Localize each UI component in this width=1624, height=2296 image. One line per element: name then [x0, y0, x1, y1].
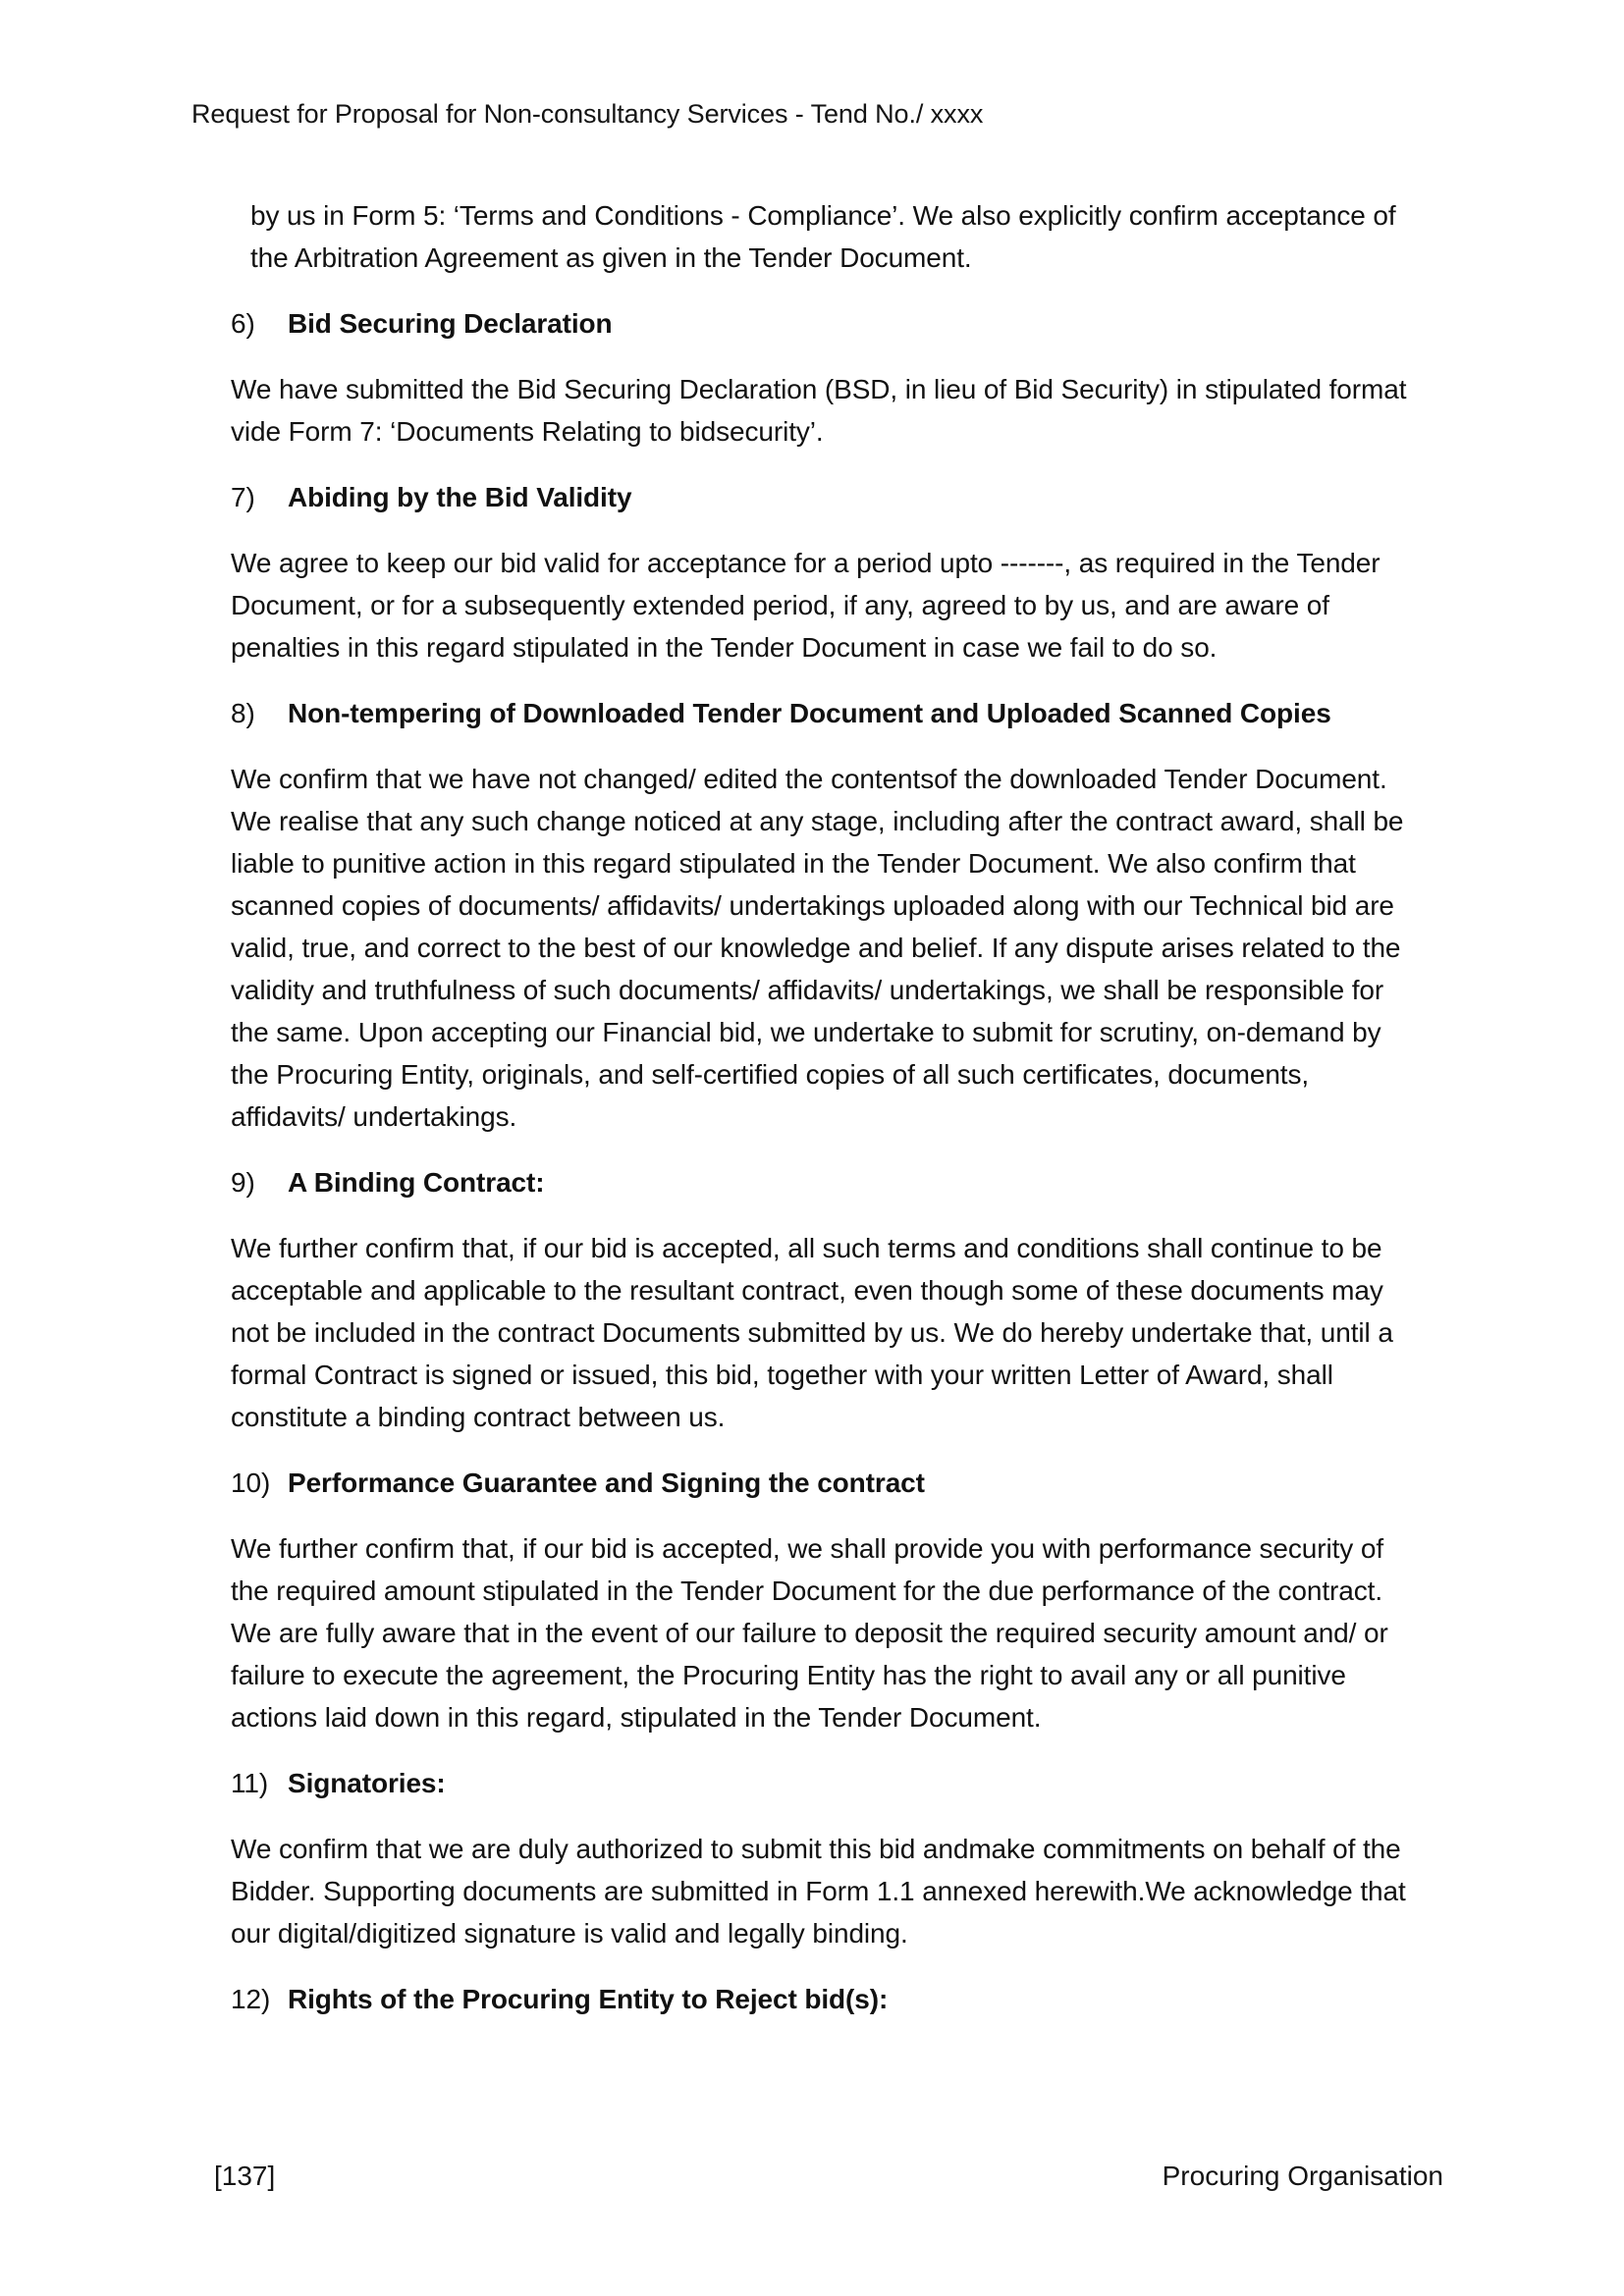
- section-title: A Binding Contract:: [288, 1167, 545, 1198]
- section-title: Signatories:: [288, 1768, 446, 1798]
- section-number: 12): [231, 1984, 271, 2014]
- section-number: 7): [231, 482, 255, 512]
- section-body-10: We further confirm that, if our bid is accepted, we shall provide you with performance security of the required amount stipulated in the Tender Document for the due performance of the contract. We are fully aware that in the event of our failure to deposit the required security amount and/ or failure to execute the agreement, the Procuring Entity has the right to avail any or all punitive actions laid down in this regard, stipulated in the Tender Document.: [231, 1533, 1388, 1733]
- section-number: 8): [231, 698, 255, 728]
- section-heading-8: [231, 692, 1423, 734]
- section-heading-10: [231, 1462, 1423, 1504]
- section-number: 6): [231, 308, 255, 339]
- section-heading-7: [231, 476, 1423, 518]
- section-body-6: We have submitted the Bid Securing Declaration (BSD, in lieu of Bid Security) in stipulated format vide Form 7: ‘Documents Relating to bidsecurity’.: [231, 374, 1407, 447]
- section-body-11: We confirm that we are duly authorized to submit this bid andmake commitments on behalf of the Bidder. Supporting documents are submitted in Form 1.1 annexed herewith.We acknowledge that our digital/digitized signature is valid and legally binding.: [231, 1834, 1406, 1949]
- section-number: 10): [231, 1468, 271, 1498]
- section-title: Performance Guarantee and Signing the contract: [288, 1468, 925, 1498]
- document-header-title: Request for Proposal for Non-consultancy Services - Tend No./ xxxx: [191, 99, 984, 129]
- page-footer: [214, 2155, 1443, 2197]
- section-number: 11): [231, 1768, 269, 1798]
- section-title: Non-tempering of Downloaded Tender Document and Uploaded Scanned Copies: [288, 698, 1331, 728]
- intro-paragraph: by us in Form 5: ‘Terms and Conditions - Compliance’. We also explicitly confirm acceptance of the Arbitration Agreement as given in the Tender Document.: [250, 200, 1396, 273]
- section-number: 9): [231, 1167, 255, 1198]
- section-body-7: We agree to keep our bid valid for acceptance for a period upto -------, as required in the Tender Document, or for a subsequently extended period, if any, agreed to by us, and are aware of penalties in this regard stipulated in the Tender Document in case we fail to do so.: [231, 548, 1380, 663]
- footer-page-number: [137]: [214, 2161, 276, 2191]
- section-heading-12: [231, 1978, 1423, 2020]
- section-body-9: We further confirm that, if our bid is accepted, all such terms and conditions shall continue to be acceptable and applicable to the resultant contract, even though some of these documents may not be included in the contract Documents submitted by us. We do hereby undertake that, until a formal Contract is signed or issued, this bid, together with your written Letter of Award, shall constitute a binding contract between us.: [231, 1233, 1393, 1432]
- section-title: Abiding by the Bid Validity: [288, 482, 632, 512]
- section-title: Bid Securing Declaration: [288, 308, 613, 339]
- section-title: Rights of the Procuring Entity to Reject bid(s):: [288, 1984, 889, 2014]
- section-heading-11: [231, 1762, 1423, 1804]
- section-heading-9: [231, 1161, 1423, 1203]
- section-heading-6: [231, 302, 1423, 345]
- footer-organisation-label: Procuring Organisation: [1162, 2161, 1443, 2191]
- section-body-8: We confirm that we have not changed/ edited the contentsof the downloaded Tender Document. We realise that any such change noticed at any stage, including after the contract award, shall be liable to punitive action in this regard stipulated in the Tender Document. We also confirm that scanned copies of documents/ affidavits/ undertakings uploaded along with our Technical bid are valid, true, and correct to the best of our knowledge and belief. If any dispute arises related to the validity and truthfulness of such documents/ affidavits/ undertakings, we shall be responsible for the same. Upon accepting our Financial bid, we undertake to submit for scrutiny, on-demand by the Procuring Entity, originals, and self-certified copies of all such certificates, documents, affidavits/ undertakings.: [231, 764, 1404, 1132]
